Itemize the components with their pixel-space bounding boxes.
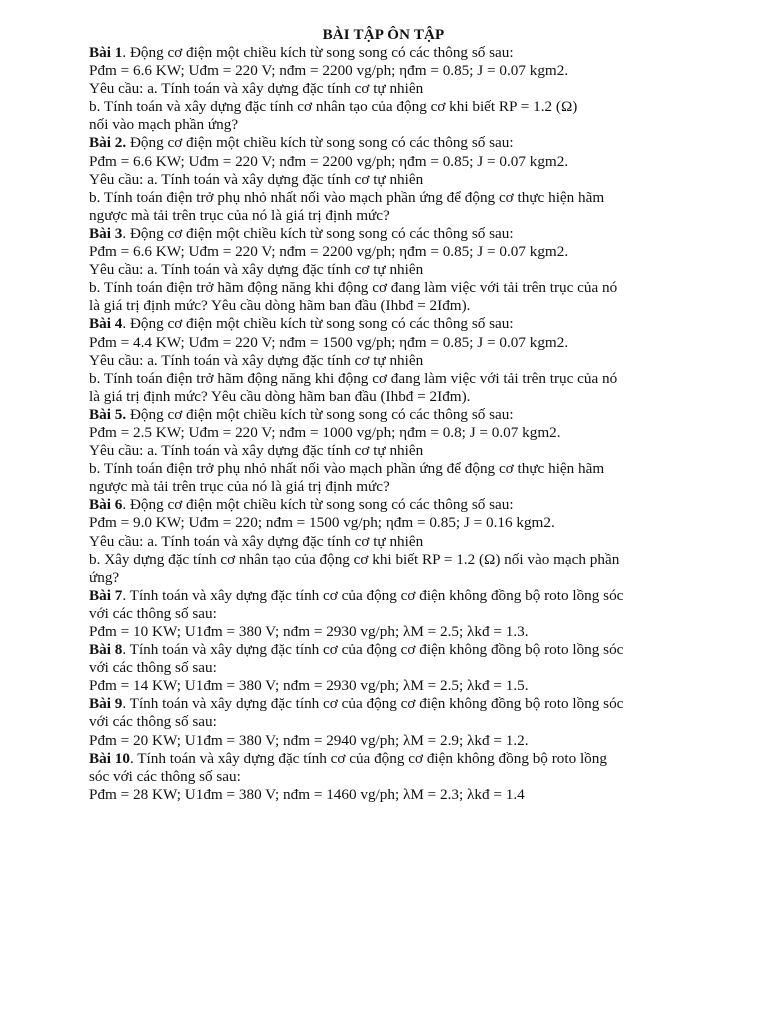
line-text: với các thông số sau:: [89, 604, 217, 622]
exercise-label: Bài 5.: [89, 405, 127, 423]
text-line: [89, 623, 728, 641]
text-line: [89, 478, 728, 496]
line-text: Động cơ điện một chiều kích từ song song có các thông số sau:: [126, 134, 514, 152]
line-text: Pđm = 20 KW; U1đm = 380 V; nđm = 2940 vg/ph; λM = 2.9; λkđ = 1.2.: [89, 731, 529, 749]
line-text: Pđm = 14 KW; U1đm = 380 V; nđm = 2930 vg/ph; λM = 2.5; λkđ = 1.5.: [89, 677, 529, 695]
line-text: Yêu cầu: a. Tính toán và xây dựng đặc tính cơ tự nhiên: [89, 351, 424, 369]
line-text: b. Tính toán điện trở phụ nhỏ nhất nối vào mạch phần ứng để động cơ thực hiện hãm: [89, 460, 605, 478]
line-text: b. Tính toán điện trở hãm động năng khi động cơ đang làm việc với tải trên trục của nó: [89, 369, 618, 387]
line-text: là giá trị định mức? Yêu cầu dòng hãm ban đầu (Ihbđ = 2Iđm).: [89, 387, 471, 405]
text-line: [89, 406, 728, 424]
text-line: [89, 134, 728, 152]
line-text: Động cơ điện một chiều kích từ song song có các thông số sau:: [126, 405, 514, 423]
text-line: [89, 677, 728, 695]
line-text: ứng?: [89, 568, 120, 586]
exercise-label: Bài 9: [89, 695, 123, 713]
exercise-label: Bài 10: [89, 749, 130, 767]
text-line: [89, 786, 728, 804]
line-text: Pđm = 4.4 KW; Uđm = 220 V; nđm = 1500 vg/ph; ηđm = 0.85; J = 0.07 kgm2.: [89, 333, 569, 351]
text-line: [89, 207, 728, 225]
text-line: [89, 442, 728, 460]
line-text: . Động cơ điện một chiều kích từ song song có các thông số sau:: [122, 44, 514, 61]
line-text: . Động cơ điện một chiều kích từ song song có các thông số sau:: [122, 224, 514, 242]
text-line: [89, 496, 728, 514]
exercise-label: Bài 2.: [89, 134, 127, 152]
text-line: [89, 388, 728, 406]
exercise-label: Bài 1: [89, 44, 123, 61]
line-text: Pđm = 10 KW; U1đm = 380 V; nđm = 2930 vg/ph; λM = 2.5; λkđ = 1.3.: [89, 623, 529, 640]
text-line: [89, 261, 728, 279]
exercise-label: Bài 6: [89, 496, 123, 514]
text-line: [89, 189, 728, 207]
line-text: Pđm = 6.6 KW; Uđm = 220 V; nđm = 2200 vg/ph; ηđm = 0.85; J = 0.07 kgm2.: [89, 152, 569, 170]
line-text: Pđm = 2.5 KW; Uđm = 220 V; nđm = 1000 vg/ph; ηđm = 0.8; J = 0.07 kgm2.: [89, 423, 561, 441]
exercise-label: Bài 7: [89, 586, 123, 604]
text-line: [89, 153, 728, 171]
line-text: là giá trị định mức? Yêu cầu dòng hãm ban đầu (Ihbđ = 2Iđm).: [89, 297, 471, 315]
text-line: [89, 243, 728, 261]
line-text: sóc với các thông số sau:: [89, 767, 241, 785]
text-line: [89, 116, 728, 134]
line-text: . Động cơ điện một chiều kích từ song song có các thông số sau:: [122, 496, 514, 514]
line-text: . Tính toán và xây dựng đặc tính cơ của động cơ điện không đồng bộ roto lồng sóc: [122, 586, 624, 604]
text-line: [89, 334, 728, 352]
line-text: Yêu cầu: a. Tính toán và xây dựng đặc tính cơ tự nhiên: [89, 532, 424, 550]
text-line: [89, 514, 728, 532]
line-text: b. Tính toán điện trở hãm động năng khi động cơ đang làm việc với tải trên trục của nó: [89, 279, 618, 297]
line-text: Pđm = 9.0 KW; Uđm = 220; nđm = 1500 vg/ph; ηđm = 0.85; J = 0.16 kgm2.: [89, 514, 555, 532]
text-line: [89, 732, 728, 750]
text-line: [89, 44, 728, 62]
text-line: [89, 370, 728, 388]
text-line: [89, 98, 728, 116]
exercise-label: Bài 4: [89, 315, 123, 333]
line-text: ngược mà tải trên trục của nó là giá trị định mức?: [89, 206, 390, 224]
text-line: [89, 352, 728, 370]
line-text: ngược mà tải trên trục của nó là giá trị định mức?: [89, 478, 390, 496]
text-line: [89, 225, 728, 243]
line-text: b. Tính toán và xây dựng đặc tính cơ nhân tạo của động cơ khi biết RP = 1.2 (Ω): [89, 98, 578, 116]
text-line: [89, 62, 728, 80]
line-text: Yêu cầu: a. Tính toán và xây dựng đặc tính cơ tự nhiên: [89, 261, 424, 279]
text-line: [89, 80, 728, 98]
line-text: . Tính toán và xây dựng đặc tính cơ của động cơ điện không đồng bộ roto lồng: [129, 749, 607, 767]
line-text: b. Tính toán điện trở phụ nhỏ nhất nối vào mạch phần ứng để động cơ thực hiện hãm: [89, 188, 605, 206]
line-text: Yêu cầu: a. Tính toán và xây dựng đặc tính cơ tự nhiên: [89, 442, 424, 460]
line-text: với các thông số sau:: [89, 659, 217, 677]
line-text: với các thông số sau:: [89, 713, 217, 731]
line-text: . Tính toán và xây dựng đặc tính cơ của động cơ điện không đồng bộ roto lồng sóc: [122, 641, 624, 659]
line-text: Pđm = 28 KW; U1đm = 380 V; nđm = 1460 vg/ph; λM = 2.3; λkđ = 1.4: [89, 785, 525, 803]
text-line: [89, 587, 728, 605]
exercise-label: Bài 8: [89, 641, 123, 659]
line-text: Yêu cầu: a. Tính toán và xây dựng đặc tính cơ tự nhiên: [89, 80, 424, 98]
text-line: [89, 695, 728, 713]
text-line: [89, 713, 728, 731]
text-line: [89, 768, 728, 786]
text-line: [89, 551, 728, 569]
text-line: [89, 659, 728, 677]
text-line: [89, 641, 728, 659]
line-text: . Tính toán và xây dựng đặc tính cơ của động cơ điện không đồng bộ roto lồng sóc: [122, 695, 624, 713]
text-line: [89, 569, 728, 587]
text-line: [89, 605, 728, 623]
text-line: [89, 171, 728, 189]
line-text: Yêu cầu: a. Tính toán và xây dựng đặc tính cơ tự nhiên: [89, 170, 424, 188]
text-line: [89, 424, 728, 442]
exercise-label: Bài 3: [89, 224, 123, 242]
document-title: BÀI TẬP ÔN TẬP: [322, 27, 445, 43]
text-line: [89, 460, 728, 478]
line-text: b. Xây dựng đặc tính cơ nhân tạo của động cơ khi biết RP = 1.2 (Ω) nối vào mạch phần: [89, 550, 620, 568]
text-line: [89, 750, 728, 768]
exercise-list: [89, 44, 728, 804]
line-text: nối vào mạch phần ứng?: [89, 116, 239, 134]
line-text: Pđm = 6.6 KW; Uđm = 220 V; nđm = 2200 vg/ph; ηđm = 0.85; J = 0.07 kgm2.: [89, 62, 569, 80]
text-line: [89, 279, 728, 297]
text-line: [89, 297, 728, 315]
line-text: . Động cơ điện một chiều kích từ song song có các thông số sau:: [122, 315, 514, 333]
line-text: Pđm = 6.6 KW; Uđm = 220 V; nđm = 2200 vg/ph; ηđm = 0.85; J = 0.07 kgm2.: [89, 243, 569, 261]
text-line: [89, 315, 728, 333]
text-line: [89, 533, 728, 551]
